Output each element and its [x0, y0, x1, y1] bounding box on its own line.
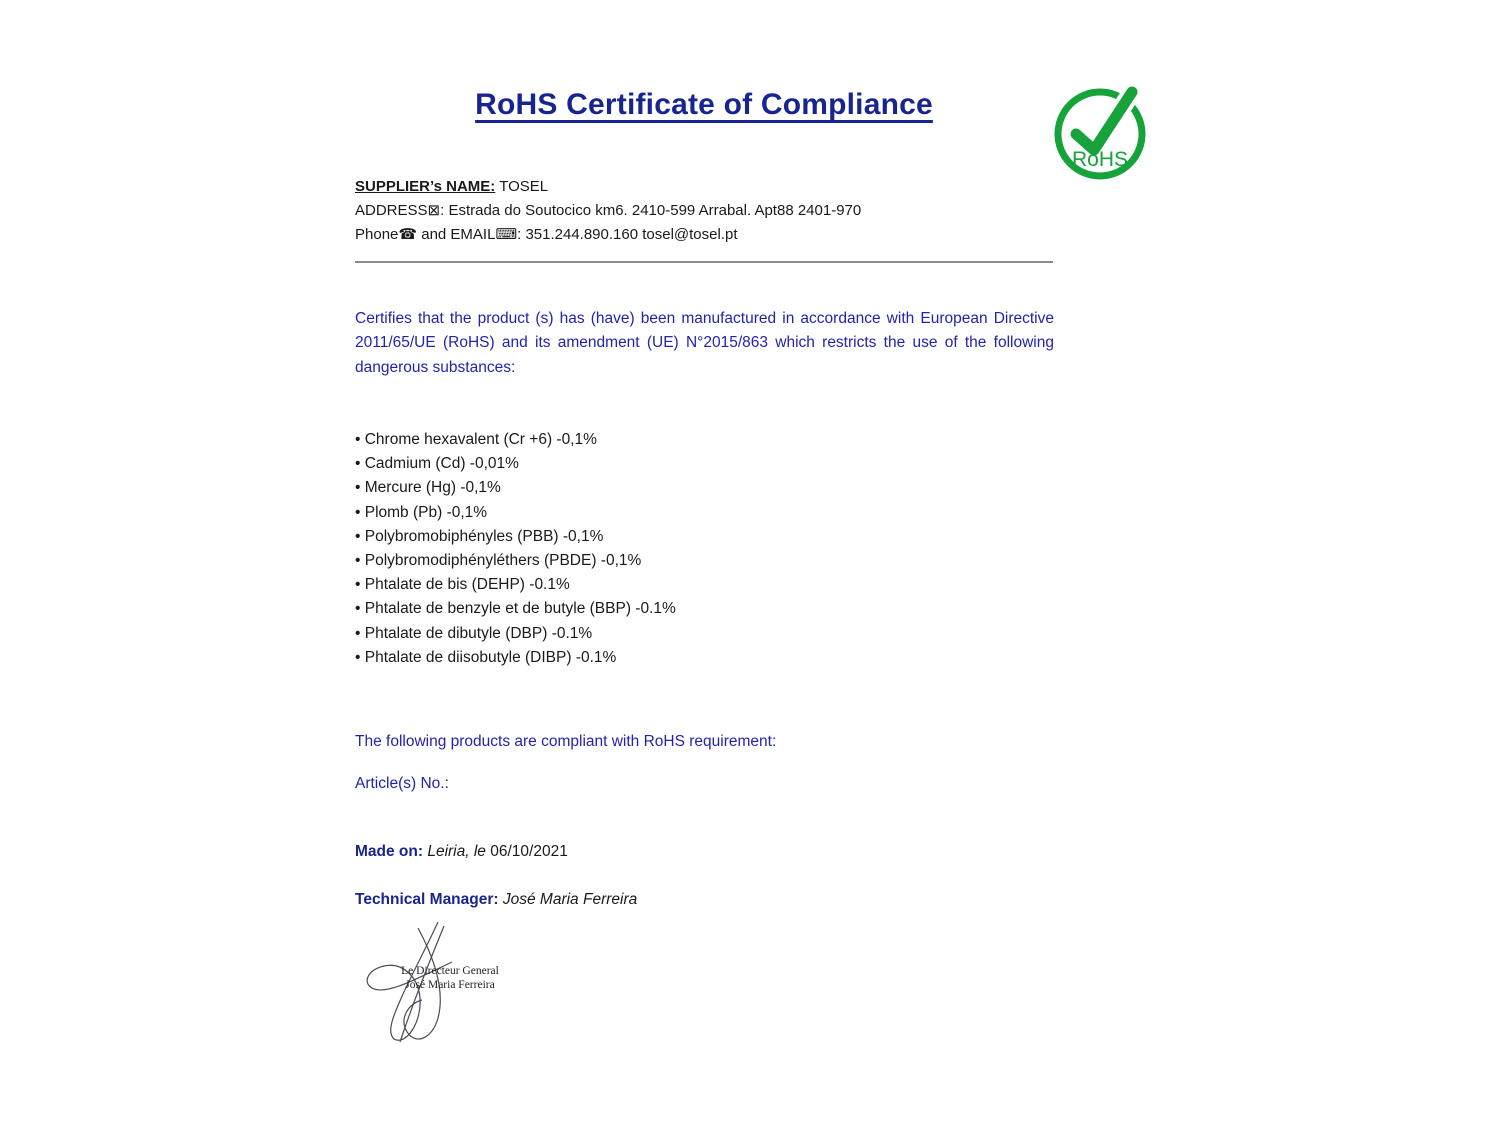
- supplier-name-label: SUPPLIER’s NAME:: [355, 178, 496, 195]
- made-on-date: 06/10/2021: [490, 843, 568, 860]
- supplier-address-line: [355, 199, 1115, 223]
- supplier-name-line: [355, 175, 1115, 199]
- certification-statement: Certifies that the product (s) has (have) been manufactured in accordance with European Directive 2011/65/UE (RoHS) and its amendment (UE) N°2015/863 which restricts the use of the following dangerous substances:: [355, 310, 1054, 376]
- substances-list: [355, 428, 1054, 670]
- substance-item: • Phtalate de benzyle et de butyle (BBP) -0.1%: [355, 597, 1054, 621]
- article-number-line: Article(s) No.:: [355, 775, 449, 792]
- rohs-logo: [1050, 82, 1150, 182]
- substance-item: • Phtalate de bis (DEHP) -0.1%: [355, 573, 1054, 597]
- signature-title: Le Directeur General: [401, 965, 499, 977]
- made-on-line: [355, 843, 1054, 861]
- computer-icon: ⌨: [495, 226, 518, 243]
- substance-item: • Plomb (Pb) -0,1%: [355, 501, 1054, 525]
- phone-label: Phone: [355, 226, 399, 243]
- technical-manager-line: [355, 891, 1054, 909]
- rohs-check-icon: [1050, 82, 1150, 182]
- signature-text: [390, 964, 510, 992]
- substance-item: • Chrome hexavalent (Cr +6) -0,1%: [355, 428, 1054, 452]
- substance-item: • Phtalate de diisobutyle (DIBP) -0.1%: [355, 646, 1054, 670]
- page-title: RoHS Certificate of Compliance: [475, 88, 933, 121]
- substance-item: • Polybromobiphényles (PBB) -0,1%: [355, 525, 1054, 549]
- substance-item: • Mercure (Hg) -0,1%: [355, 476, 1054, 500]
- envelope-icon: ⊠: [427, 202, 441, 219]
- substance-item: • Phtalate de dibutyle (DBP) -0.1%: [355, 622, 1054, 646]
- phone-icon: ☎: [398, 226, 418, 243]
- address-value: : Estrada do Soutocico km6. 2410-599 Arrabal. Apt88 2401-970: [440, 202, 862, 219]
- divider-line: [355, 261, 1053, 263]
- supplier-block: [355, 175, 1115, 247]
- products-compliance-line: The following products are compliant with RoHS requirement:: [355, 733, 777, 750]
- supplier-name-value: TOSEL: [495, 178, 549, 195]
- supplier-contact-line: [355, 223, 1115, 247]
- made-on-label: Made on:: [355, 843, 424, 860]
- signature-name: José Maria Ferreira: [405, 979, 495, 991]
- substance-item: • Cadmium (Cd) -0,01%: [355, 452, 1054, 476]
- signature-block: [356, 920, 546, 1055]
- made-on-place: Leiria, le: [423, 843, 491, 860]
- manager-name: José Maria Ferreira: [498, 891, 638, 908]
- manager-label: Technical Manager:: [355, 891, 499, 908]
- address-label: ADDRESS: [355, 202, 428, 219]
- email-label: and EMAIL: [417, 226, 496, 243]
- rohs-logo-text: RoHS: [1071, 148, 1129, 171]
- contact-value: : 351.244.890.160 tosel@tosel.pt: [517, 226, 738, 243]
- substance-item: • Polybromodiphényléthers (PBDE) -0,1%: [355, 549, 1054, 573]
